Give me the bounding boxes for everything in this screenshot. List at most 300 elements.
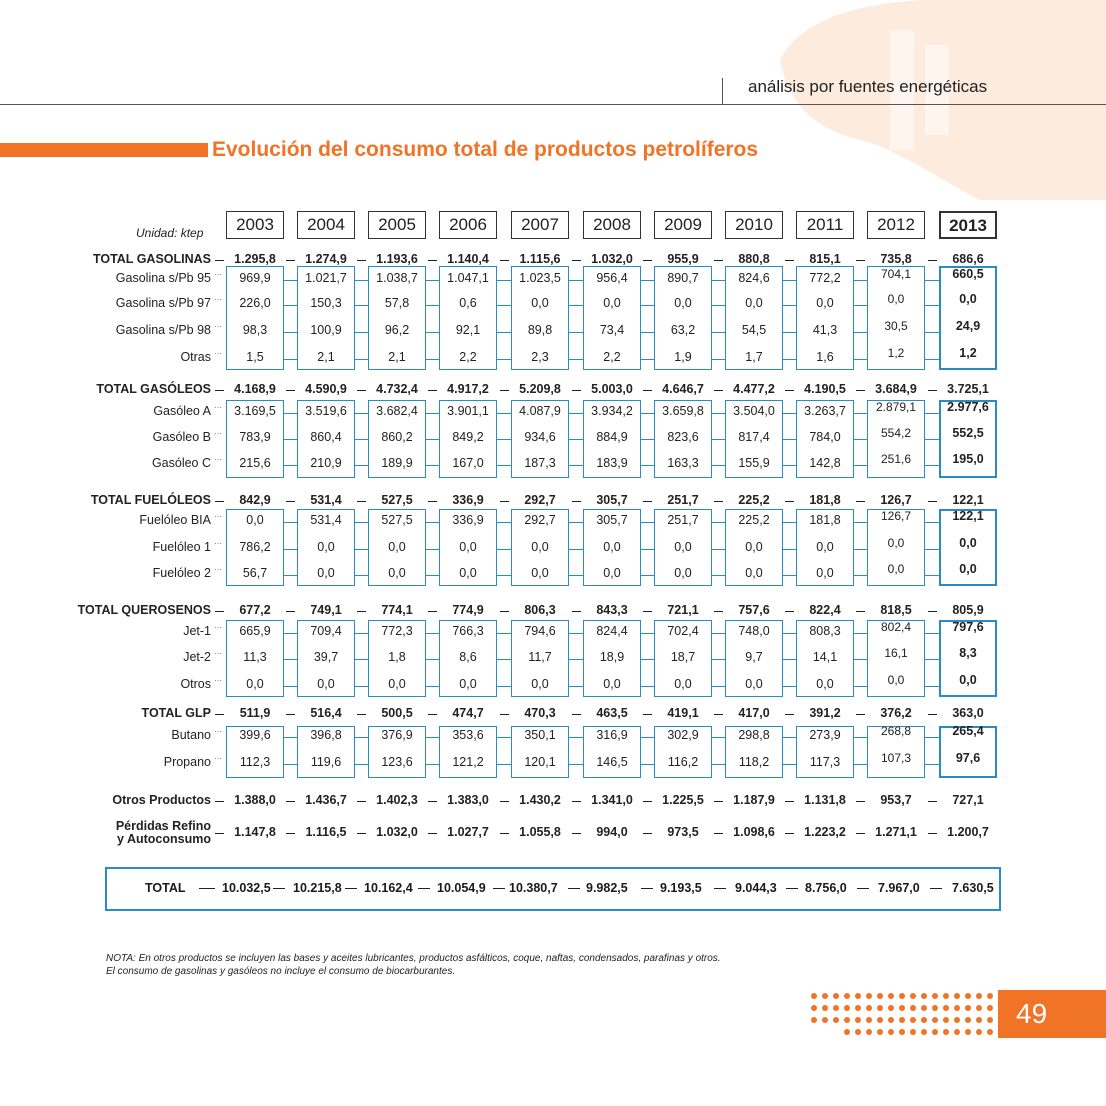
row-connector (426, 522, 439, 523)
group-total-dash (785, 501, 794, 502)
decor-dot (855, 993, 861, 999)
row-value: 302,9 (667, 728, 699, 742)
decor-dot (943, 1017, 949, 1023)
row-value: 116,2 (667, 755, 699, 769)
decor-dot (932, 1017, 938, 1023)
group-total-dash (357, 260, 366, 261)
row-connector (355, 633, 368, 634)
group-total-value: 677,2 (239, 603, 271, 617)
row-connector (569, 659, 583, 660)
row-value: 0,0 (531, 540, 549, 554)
row-connector (712, 764, 725, 765)
row-value: 702,4 (667, 624, 699, 638)
row-value: 251,7 (667, 513, 699, 527)
row-connector (925, 332, 939, 333)
decor-dot (822, 1017, 828, 1023)
row-connector (355, 686, 368, 687)
row-value: 54,5 (741, 323, 767, 337)
decor-dot (921, 1005, 927, 1011)
decor-dot (855, 1017, 861, 1023)
group-total-value: 126,7 (880, 493, 912, 507)
row-connector (854, 359, 867, 360)
row-value: 3.519,6 (305, 404, 347, 418)
group-total-value: 806,3 (524, 603, 556, 617)
row-connector (355, 359, 368, 360)
row-value: 195,0 (952, 452, 984, 466)
otros-value: 1.131,8 (804, 793, 846, 807)
row-value: 0,0 (959, 536, 977, 550)
row-connector (783, 522, 796, 523)
row-connector (641, 280, 654, 281)
row-connector (783, 280, 796, 281)
row-value: 0,0 (959, 673, 977, 687)
row-value: 0,0 (388, 566, 406, 580)
group-total-value: 500,5 (381, 706, 413, 720)
row-value: 150,3 (310, 296, 342, 310)
row-connector (712, 413, 725, 414)
perdidas-value: 1.200,7 (947, 825, 989, 839)
perdidas-value: 1.055,8 (519, 825, 561, 839)
group-total-value: 292,7 (524, 493, 556, 507)
row-value: 817,4 (738, 430, 770, 444)
perdidas-value: 994,0 (596, 825, 628, 839)
row-connector (284, 332, 297, 333)
row-value: 808,3 (809, 624, 841, 638)
row-connector (355, 737, 368, 738)
otros-value: 1.402,3 (376, 793, 418, 807)
otros-dash-4 (572, 801, 581, 802)
group-total-value: 181,8 (809, 493, 841, 507)
row-value: 0,0 (317, 566, 335, 580)
decor-dot (833, 993, 839, 999)
group-total-dash (928, 260, 937, 261)
decor-dot (987, 1005, 993, 1011)
group-total-dash (357, 714, 366, 715)
row-connector (712, 549, 725, 550)
row-value: 89,8 (527, 323, 553, 337)
decor-dot (844, 993, 850, 999)
decor-dot (877, 993, 883, 999)
row-value: 784,0 (809, 430, 841, 444)
row-value: 265,4 (952, 724, 984, 738)
row-connector (783, 686, 796, 687)
row-value: 167,0 (452, 456, 484, 470)
row-value: 748,0 (738, 624, 770, 638)
otros-dash-6 (714, 801, 723, 802)
perdidas-dash-5 (643, 833, 652, 834)
row-value: 0,0 (459, 566, 477, 580)
group-total-value: 842,9 (239, 493, 271, 507)
row-connector (569, 737, 583, 738)
decor-dot (932, 1005, 938, 1011)
row-connector (497, 549, 511, 550)
otros-value: 1.341,0 (591, 793, 633, 807)
group-total-value: 225,2 (738, 493, 770, 507)
group-total-dash (572, 390, 581, 391)
leader-dots: ··· (214, 270, 222, 279)
group-total-dash (286, 714, 295, 715)
row-connector (284, 633, 297, 634)
row-connector (497, 659, 511, 660)
row-value: 1.038,7 (376, 271, 418, 285)
row-connector (712, 633, 725, 634)
row-value: 0,0 (674, 540, 692, 554)
group-total-value: 376,2 (880, 706, 912, 720)
row-connector (712, 359, 725, 360)
total-label: TOTAL (145, 881, 186, 895)
row-value: 107,3 (880, 751, 912, 765)
decor-dot (888, 1029, 894, 1035)
row-connector (569, 439, 583, 440)
row-label: Jet-2 (183, 650, 211, 664)
group-total-value: 3.684,9 (875, 382, 917, 396)
group-total-dash (856, 714, 865, 715)
row-value: 18,9 (599, 650, 625, 664)
row-value: 0,0 (603, 540, 621, 554)
group-total-value: 5.209,8 (519, 382, 561, 396)
leader-dots: ··· (214, 403, 222, 412)
row-value: 890,7 (667, 271, 699, 285)
row-value: 3.682,4 (376, 404, 418, 418)
page-title: Evolución del consumo total de productos petrolíferos (212, 138, 759, 161)
otros-value: 1.388,0 (234, 793, 276, 807)
otros-dash-2 (428, 801, 437, 802)
row-value: 268,8 (880, 724, 912, 738)
decor-dot (965, 1017, 971, 1023)
row-connector (925, 280, 939, 281)
row-connector (854, 522, 867, 523)
group-total-dash (785, 390, 794, 391)
leader-dots: ··· (214, 295, 222, 304)
group-total-value: 1.140,4 (447, 252, 489, 266)
decor-dot (888, 1017, 894, 1023)
row-value: 273,9 (809, 728, 841, 742)
group-total-value: 822,4 (809, 603, 841, 617)
note-line-2: El consumo de gasolinas y gasóleos no incluye el consumo de biocarburantes. (106, 966, 456, 977)
row-connector (355, 659, 368, 660)
otros-label: Otros Productos (112, 793, 211, 807)
otros-value: 953,7 (880, 793, 912, 807)
row-value: 0,0 (674, 296, 692, 310)
row-connector (497, 359, 511, 360)
row-connector (783, 659, 796, 660)
group-total-dash (428, 501, 437, 502)
row-value: 1.047,1 (447, 271, 489, 285)
leader-dots: ··· (214, 676, 222, 685)
row-connector (854, 332, 867, 333)
group-total-value: 4.590,9 (305, 382, 347, 396)
row-value: 3.901,1 (447, 404, 489, 418)
row-connector (426, 305, 439, 306)
row-value: 797,6 (952, 620, 984, 634)
decor-dot (932, 993, 938, 999)
row-value: 4.087,9 (519, 404, 561, 418)
row-connector (641, 305, 654, 306)
row-value: 336,9 (452, 513, 484, 527)
row-value: 316,9 (596, 728, 628, 742)
decor-dot (877, 1029, 883, 1035)
row-value: 665,9 (239, 624, 271, 638)
row-connector (569, 764, 583, 765)
row-connector (284, 305, 297, 306)
row-value: 119,6 (310, 755, 342, 769)
row-value: 802,4 (880, 620, 912, 634)
group-total-label: TOTAL FUELÓLEOS (90, 493, 211, 507)
row-value: 396,8 (310, 728, 342, 742)
row-value: 0,0 (459, 677, 477, 691)
row-value: 554,2 (880, 426, 912, 440)
row-connector (925, 659, 939, 660)
row-value: 0,0 (603, 677, 621, 691)
year-header-3: 2006 (439, 211, 497, 239)
decor-dot (943, 1005, 949, 1011)
total-value: 10.162,4 (364, 881, 413, 895)
row-connector (497, 305, 511, 306)
row-connector (854, 737, 867, 738)
group-total-dash (785, 260, 794, 261)
group-total-dash (928, 611, 937, 612)
row-value: 118,2 (738, 755, 770, 769)
row-value: 2,1 (317, 350, 335, 364)
group-total-dash (572, 714, 581, 715)
row-value: 251,6 (880, 452, 912, 466)
row-value: 786,2 (239, 540, 271, 554)
decor-dot (954, 1017, 960, 1023)
group-total-value: 463,5 (596, 706, 628, 720)
row-connector (426, 549, 439, 550)
row-connector (925, 686, 939, 687)
group-total-value: 843,3 (596, 603, 628, 617)
row-connector (284, 764, 297, 765)
group-total-dash (785, 714, 794, 715)
row-value: 0,6 (459, 296, 477, 310)
row-label: Gasóleo B (152, 430, 211, 444)
row-value: 9,7 (745, 650, 763, 664)
row-value: 0,0 (674, 677, 692, 691)
row-value: 122,1 (952, 509, 984, 523)
group-total-value: 880,8 (738, 252, 770, 266)
otros-value: 1.430,2 (519, 793, 561, 807)
row-connector (925, 305, 939, 306)
row-connector (497, 465, 511, 466)
row-connector (925, 633, 939, 634)
group-total-dash (856, 611, 865, 612)
perdidas-value: 1.147,8 (234, 825, 276, 839)
row-connector (497, 439, 511, 440)
decor-dot (833, 1005, 839, 1011)
perdidas-label-2: y Autoconsumo (117, 832, 211, 846)
group-total-dash (714, 714, 723, 715)
group-total-dash (572, 260, 581, 261)
row-connector (854, 305, 867, 306)
row-connector (355, 439, 368, 440)
row-connector (569, 575, 583, 576)
group-total-lead-dash (215, 611, 224, 612)
perdidas-dash-4 (572, 833, 581, 834)
row-value: 0,0 (959, 292, 977, 306)
decor-dot (899, 993, 905, 999)
row-value: 18,7 (670, 650, 696, 664)
row-connector (355, 522, 368, 523)
row-connector (925, 359, 939, 360)
row-value: 0,0 (887, 536, 905, 550)
otros-dash-5 (643, 801, 652, 802)
group-total-dash (643, 611, 652, 612)
row-connector (925, 522, 939, 523)
row-connector (641, 633, 654, 634)
perdidas-label-1: Pérdidas Refino (115, 819, 211, 833)
group-total-value: 774,9 (452, 603, 484, 617)
row-connector (497, 575, 511, 576)
row-value: 2.879,1 (875, 400, 917, 414)
group-total-dash (428, 714, 437, 715)
decor-dot (822, 993, 828, 999)
otros-value: 727,1 (952, 793, 984, 807)
row-value: 0,0 (603, 296, 621, 310)
group-total-value: 4.732,4 (376, 382, 418, 396)
row-value: 0,0 (531, 677, 549, 691)
total-value: 10.380,7 (509, 881, 558, 895)
group-total-dash (357, 501, 366, 502)
row-label: Gasolina s/Pb 95 (115, 271, 211, 285)
row-connector (641, 659, 654, 660)
row-connector (284, 575, 297, 576)
group-total-lead-dash (215, 260, 224, 261)
row-label: Gasolina s/Pb 97 (115, 296, 211, 310)
row-connector (284, 465, 297, 466)
row-value: 117,3 (809, 755, 841, 769)
row-value: 794,6 (524, 624, 556, 638)
decor-dot (811, 1017, 817, 1023)
row-value: 8,3 (959, 646, 977, 660)
row-value: 2.977,6 (947, 400, 989, 414)
row-value: 112,3 (239, 755, 271, 769)
group-total-value: 391,2 (809, 706, 841, 720)
row-connector (426, 280, 439, 281)
row-value: 11,7 (528, 650, 552, 664)
row-connector (497, 633, 511, 634)
row-value: 189,9 (381, 456, 413, 470)
year-header-2: 2005 (368, 211, 426, 239)
row-connector (854, 413, 867, 414)
year-header-6: 2009 (654, 211, 712, 239)
row-connector (284, 659, 297, 660)
row-value: 860,2 (381, 430, 413, 444)
row-value: 1,5 (246, 350, 264, 364)
row-connector (641, 522, 654, 523)
row-value: 14,1 (812, 650, 838, 664)
group-total-value: 1.274,9 (305, 252, 347, 266)
leader-dots: ··· (214, 727, 222, 736)
decor-dot (976, 993, 982, 999)
row-connector (854, 764, 867, 765)
decor-dot (844, 1017, 850, 1023)
otros-value: 1.225,5 (662, 793, 704, 807)
decor-dot (965, 993, 971, 999)
group-total-value: 122,1 (952, 493, 984, 507)
decor-dot (811, 993, 817, 999)
year-header-7: 2010 (725, 211, 783, 239)
otros-dash-9 (928, 801, 937, 802)
row-connector (569, 359, 583, 360)
row-connector (783, 305, 796, 306)
group-total-dash (714, 611, 723, 612)
otros-dash-3 (500, 801, 509, 802)
group-total-value: 511,9 (239, 706, 271, 720)
row-value: 0,0 (816, 540, 834, 554)
group-total-value: 757,6 (738, 603, 770, 617)
row-connector (426, 332, 439, 333)
group-total-dash (286, 390, 295, 391)
perdidas-value: 1.271,1 (875, 825, 917, 839)
row-value: 225,2 (738, 513, 770, 527)
group-total-dash (572, 501, 581, 502)
row-value: 0,0 (887, 292, 905, 306)
row-value: 772,2 (809, 271, 841, 285)
row-connector (426, 764, 439, 765)
group-total-dash (500, 714, 509, 715)
group-total-value: 470,3 (524, 706, 556, 720)
row-connector (712, 522, 725, 523)
group-total-label: TOTAL QUEROSENOS (77, 603, 211, 617)
row-value: 1,9 (674, 350, 692, 364)
otros-dash-8 (856, 801, 865, 802)
group-total-dash (428, 611, 437, 612)
row-connector (426, 575, 439, 576)
row-value: 766,3 (452, 624, 484, 638)
row-value: 0,0 (745, 540, 763, 554)
decor-dot (866, 1029, 872, 1035)
row-value: 56,7 (242, 566, 268, 580)
leader-dots: ··· (214, 349, 222, 358)
decor-dot (987, 1017, 993, 1023)
group-total-label: TOTAL GASÓLEOS (96, 382, 211, 396)
row-value: 63,2 (670, 323, 696, 337)
row-value: 0,0 (887, 673, 905, 687)
row-value: 0,0 (816, 566, 834, 580)
group-total-value: 3.725,1 (947, 382, 989, 396)
otros-dash-0 (286, 801, 295, 802)
row-connector (284, 686, 297, 687)
row-label: Gasóleo C (151, 456, 211, 470)
row-value: 552,5 (952, 426, 984, 440)
row-connector (641, 575, 654, 576)
row-value: 0,0 (531, 566, 549, 580)
row-value: 226,0 (239, 296, 271, 310)
row-connector (426, 659, 439, 660)
row-value: 824,4 (596, 624, 628, 638)
row-value: 41,3 (812, 323, 838, 337)
group-total-dash (714, 390, 723, 391)
row-connector (925, 764, 939, 765)
row-connector (925, 465, 939, 466)
row-connector (712, 575, 725, 576)
decor-dot (910, 993, 916, 999)
row-value: 0,0 (246, 513, 264, 527)
row-connector (497, 413, 511, 414)
decor-dot (987, 1029, 993, 1035)
row-value: 704,1 (880, 267, 912, 281)
row-value: 0,0 (745, 566, 763, 580)
decor-dot (866, 1017, 872, 1023)
row-value: 2,1 (388, 350, 406, 364)
group-total-dash (286, 611, 295, 612)
row-value: 1,2 (959, 346, 977, 360)
group-total-value: 527,5 (381, 493, 413, 507)
decor-dot (976, 1029, 982, 1035)
row-value: 2,2 (603, 350, 621, 364)
row-value: 1,8 (388, 650, 406, 664)
